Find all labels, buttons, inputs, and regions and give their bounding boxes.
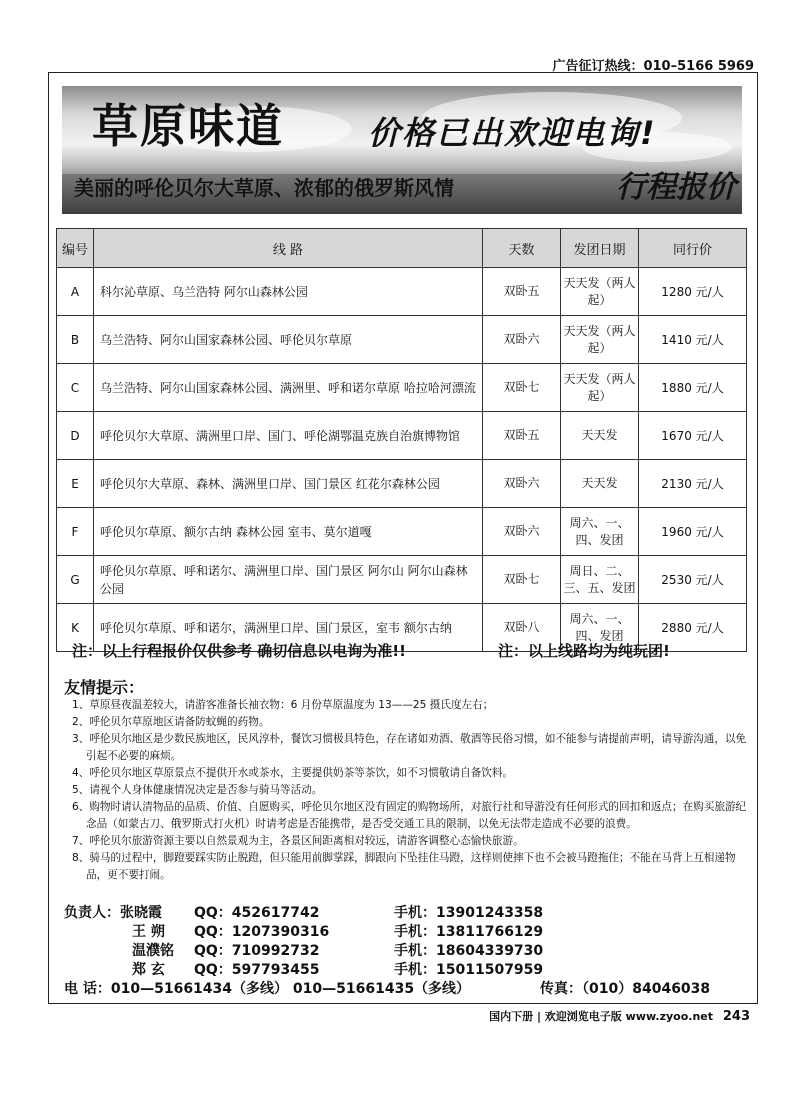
contact-name: 郑 玄 (132, 962, 165, 978)
header-price: 同行价 (639, 229, 747, 268)
tips-list (72, 697, 752, 884)
row-departure: 天天发（两人起） (561, 268, 639, 316)
header-days: 天数 (483, 229, 561, 268)
row-days: 双卧七 (483, 364, 561, 412)
row-price: 2880 元/人 (639, 604, 747, 652)
page-number: 243 (722, 1009, 750, 1024)
tip-item: 4、呼伦贝尔地区草原景点不提供开水或茶水，主要提供奶茶等茶饮，如不习惯敬请自备饮料。 (72, 767, 514, 779)
note-price-reference: 注：以上行程报价仅供参考 确切信息以电询为准!! (72, 642, 406, 660)
row-route: 呼伦贝尔大草原、满洲里口岸、国门、呼伦湖鄂温克族自治旗博物馆 (94, 412, 483, 460)
row-departure: 天天发（两人起） (561, 316, 639, 364)
page-footer (489, 1008, 750, 1024)
row-code: F (57, 508, 94, 556)
row-price: 1670 元/人 (639, 412, 747, 460)
tip-item: 7、呼伦贝尔旅游资源主要以自然景观为主，各景区间距离相对较远，请游客调整心态愉快旅游。 (72, 835, 524, 847)
header-route: 线 路 (94, 229, 483, 268)
tip-item: 1、草原昼夜温差较大，请游客准备长袖衣物：6 月份草原温度为 13——25 摄氏度左右； (72, 699, 494, 711)
banner-slogan: 价格已出欢迎电询! (368, 114, 657, 152)
table-row (57, 556, 747, 604)
row-route: 乌兰浩特、阿尔山国家森林公园、呼伦贝尔草原 (94, 316, 483, 364)
row-price: 1880 元/人 (639, 364, 747, 412)
row-route: 乌兰浩特、阿尔山国家森林公园、满洲里、呼和诺尔草原 哈拉哈河漂流 (94, 364, 483, 412)
row-departure: 周六、一、四、发团 (561, 604, 639, 652)
fax-number: 传真：（010）84046038 (540, 981, 711, 997)
row-code: A (57, 268, 94, 316)
contact-mobile: 手机：15011507959 (394, 962, 544, 978)
phone-line (64, 978, 711, 998)
row-departure: 天天发（两人起） (561, 364, 639, 412)
contact-mobile: 手机：18604339730 (394, 943, 544, 959)
row-days: 双卧六 (483, 316, 561, 364)
tip-item: 8、骑马的过程中，脚蹬要踩实防止脱蹬，但只能用前脚掌踩，脚跟向下坠挂住马蹬，这样则使摔下也不会被马蹬拖住；不能在马背上互相递物品，更不要打闹。 (72, 852, 736, 881)
row-route: 科尔沁草原、乌兰浩特 阿尔山森林公园 (94, 268, 483, 316)
row-code: E (57, 460, 94, 508)
row-code: B (57, 316, 94, 364)
note-pure-tour: 注：以上线路均为纯玩团! (498, 642, 670, 660)
row-price: 1410 元/人 (639, 316, 747, 364)
row-days: 双卧八 (483, 604, 561, 652)
contact-qq: QQ：452617742 (194, 905, 320, 921)
table-header-row (57, 229, 747, 268)
ad-hotline: 广告征订热线：010–5166 5969 (552, 59, 754, 74)
contact-qq: QQ：597793455 (194, 962, 320, 978)
phone-numbers: 电 话：010—51661434（多线） 010—51661435（多线） (64, 981, 471, 997)
tip-item: 3、呼伦贝尔地区是少数民族地区，民风淳朴，餐饮习惯极具特色，存在诸如劝酒、敬酒等民俗习惯，如不能参与请提前声明，请导游沟通，以免引起不必要的麻烦。 (72, 733, 747, 762)
contact-row (64, 940, 754, 959)
row-price: 2530 元/人 (639, 556, 747, 604)
row-departure: 周日、二、三、五、发团 (561, 556, 639, 604)
contact-name: 王 朔 (132, 924, 165, 940)
row-price: 1960 元/人 (639, 508, 747, 556)
contact-name: 温濮铭 (132, 943, 174, 959)
row-days: 双卧五 (483, 268, 561, 316)
table-row (57, 460, 747, 508)
tips-title: 友情提示： (64, 678, 145, 697)
row-days: 双卧七 (483, 556, 561, 604)
row-code: G (57, 556, 94, 604)
tip-item: 5、请视个人身体健康情况决定是否参与骑马等活动。 (72, 784, 323, 796)
row-route: 呼伦贝尔大草原、森林、满洲里口岸、国门景区 红花尔森林公园 (94, 460, 483, 508)
row-code: C (57, 364, 94, 412)
contact-row (64, 959, 754, 978)
row-price: 1280 元/人 (639, 268, 747, 316)
table-row (57, 316, 747, 364)
tip-item: 6、购物时请认清物品的品质、价值、自愿购买，呼伦贝尔地区没有固定的购物场所，对旅行社和导游没有任何形式的回扣和返点；在购买旅游纪念品（如蒙古刀、俄罗斯式打火机）时请考虑是否能携带，是否受交通工具的限制，以免无法带走造成不必要的浪费。 (72, 801, 747, 830)
table-row (57, 412, 747, 460)
itinerary-table (56, 228, 747, 652)
contact-row (64, 921, 754, 940)
row-days: 双卧六 (483, 460, 561, 508)
row-days: 双卧六 (483, 508, 561, 556)
contact-mobile: 手机：13901243358 (394, 905, 544, 921)
table-row (57, 508, 747, 556)
table-row (57, 364, 747, 412)
row-route: 呼伦贝尔草原、额尔古纳 森林公园 室韦、莫尔道嘎 (94, 508, 483, 556)
row-departure: 天天发 (561, 460, 639, 508)
contact-mobile: 手机：13811766129 (394, 924, 544, 940)
row-departure: 周六、一、四、发团 (561, 508, 639, 556)
header-code: 编号 (57, 229, 94, 268)
contact-name: 负责人：张晓霞 (64, 905, 162, 921)
banner (62, 86, 742, 214)
price-notes (72, 640, 752, 661)
contact-qq: QQ：1207390316 (194, 924, 330, 940)
row-days: 双卧五 (483, 412, 561, 460)
contact-qq: QQ：710992732 (194, 943, 320, 959)
tip-item: 2、呼伦贝尔草原地区请备防蚊蝇的药物。 (72, 716, 270, 728)
header-departure: 发团日期 (561, 229, 639, 268)
contact-row (64, 902, 754, 921)
row-route: 呼伦贝尔草原、呼和诺尔，满洲里口岸、国门景区，室韦 额尔古纳 (94, 604, 483, 652)
table-row (57, 268, 747, 316)
contacts (64, 902, 754, 978)
row-code: D (57, 412, 94, 460)
banner-title: 草原味道 (92, 99, 284, 153)
row-departure: 天天发 (561, 412, 639, 460)
footer-text: 国内下册 | 欢迎浏览电子版 www.zyoo.net (489, 1010, 714, 1023)
row-route: 呼伦贝尔草原、呼和诺尔、满洲里口岸、国门景区 阿尔山 阿尔山森林公园 (94, 556, 483, 604)
banner-subtitle: 美丽的呼伦贝尔大草原、浓郁的俄罗斯风情 (74, 176, 454, 200)
row-price: 2130 元/人 (639, 460, 747, 508)
banner-quote-label: 行程报价 (616, 170, 736, 205)
row-code: K (57, 604, 94, 652)
